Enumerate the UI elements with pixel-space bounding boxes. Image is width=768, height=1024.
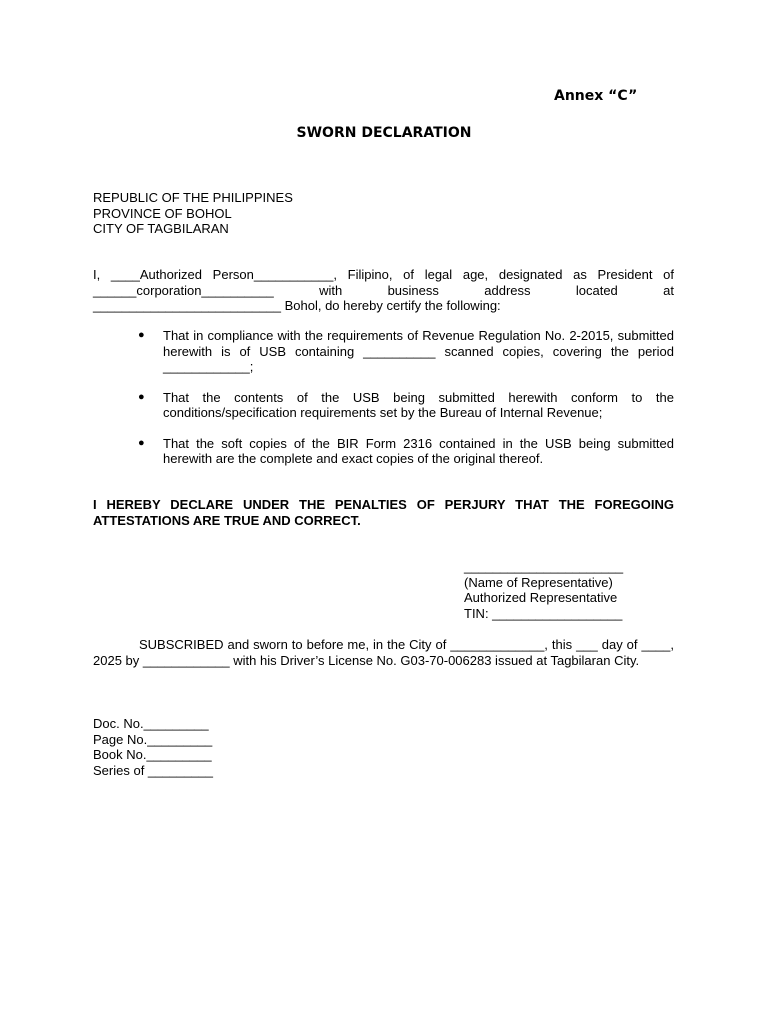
book-number: Book No._________ (93, 747, 212, 762)
certification-list (93, 328, 674, 482)
series-number: Series of _________ (93, 762, 213, 778)
notarial-register (93, 716, 674, 778)
document-title: SWORN DECLARATION (296, 125, 472, 141)
header-republic: REPUBLIC OF THE PHILIPPINES (93, 190, 293, 205)
list-item-text: That in compliance with the requirements of Revenue Regulation No. 2-2015, submitted herewith is of USB containing __________ scanned copies, covering the period ____________; (163, 328, 674, 374)
signature-block (464, 559, 623, 621)
jurat-text: SUBSCRIBED and sworn to before me, in the City of _____________, this ___ day of ____, 2025 by ____________ with his Driver’s License No. G03-70-006283 issued at Tagbilaran City. (93, 637, 674, 668)
intro-line-2: ______corporation__________ with business address located at (93, 282, 674, 298)
jurat-paragraph (93, 637, 674, 668)
list-item (93, 390, 674, 421)
header-province: PROVINCE OF BOHOL (93, 205, 232, 221)
signature-line: ______________________ (464, 559, 624, 574)
intro-line-3: __________________________ Bohol, do hereby certify the following: (93, 298, 501, 313)
bullet-icon: ● (138, 390, 145, 403)
list-item (93, 436, 674, 467)
list-item-text: That the soft copies of the BIR Form 2316 contained in the USB being submitted herewith are the complete and exact copies of the original thereof. (163, 435, 674, 466)
representative-tin: TIN: __________________ (464, 605, 623, 621)
intro-line-1: I, ____Authorized Person___________, Filipino, of legal age, designated as President of (93, 267, 674, 282)
perjury-declaration: I HEREBY DECLARE UNDER THE PENALTIES OF PERJURY THAT THE FOREGOING ATTESTATIONS ARE TRUE AND CORRECT. (93, 497, 674, 528)
intro-paragraph (93, 267, 674, 314)
doc-number: Doc. No._________ (93, 716, 209, 731)
annex-label: Annex “C” (554, 88, 638, 104)
representative-name: (Name of Representative) (464, 574, 613, 590)
bullet-icon: ● (138, 436, 145, 449)
list-item (93, 328, 674, 375)
list-item-text: That the contents of the USB being submitted herewith conform to the conditions/specification requirements set by the Bureau of Internal Revenue; (163, 389, 674, 420)
header-city: CITY OF TAGBILARAN (93, 221, 229, 236)
bullet-icon: ● (138, 329, 145, 341)
representative-role: Authorized Representative (464, 590, 618, 605)
jurisdiction-header (93, 190, 674, 237)
page-number: Page No._________ (93, 731, 213, 747)
